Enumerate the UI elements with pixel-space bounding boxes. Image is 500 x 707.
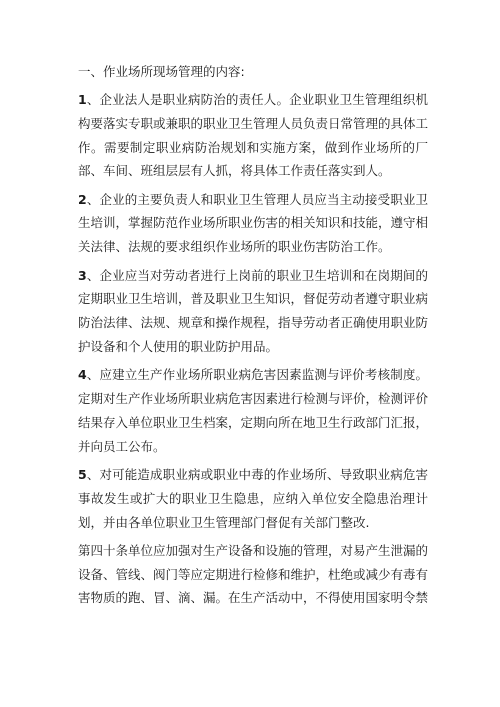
item-number: 2 (78, 191, 87, 207)
item-text: 、应建立生产作业场所职业病危害因素监测与评价考核制度。定期对生产作业场所职业病危害因素进行检测与评价，检测评价结果存入单位职业卫生档案，定期向所在地卫生行政部门汇报，并向员工公布。 (78, 367, 429, 454)
paragraph-item-5 (78, 463, 428, 534)
paragraph-closing: 第四十条单位应加强对生产设备和设施的管理，对易产生泄漏的设备、管线、阀门等应定期进行检修和维护，杜绝或减少有毒有害物质的跑、冒、滴、漏。在生产活动中，不得使用国家明令禁 (78, 542, 429, 606)
paragraph-item-3 (78, 264, 428, 359)
paragraph-item-1 (78, 88, 428, 183)
paragraph-item-2 (78, 188, 428, 259)
item-number: 3 (78, 267, 87, 283)
item-text: 、企业法人是职业病防治的责任人。企业职业卫生管理组织机构要落实专职或兼职的职业卫生管理人员负责日常管理的具体工作。需要制定职业病防治规划和实施方案，做到作业场所的厂部、车间、班组层层有人抓，将具体工作责任落实到人。 (78, 92, 429, 179)
item-number: 5 (78, 466, 87, 482)
item-text: 、对可能造成职业病或职业中毒的作业场所、导致职业病危害事故发生或扩大的职业卫生隐患，应纳入单位安全隐患治理计划，并由各单位职业卫生管理部门督促有关部门整改. (78, 466, 428, 530)
item-text: 、企业的主要负责人和职业卫生管理人员应当主动接受职业卫生培训，掌握防范作业场所职业伤害的相关知识和技能，遵守相关法律、法规的要求组织作业场所的职业伤害防治工作。 (78, 191, 429, 255)
item-text: 、企业应当对劳动者进行上岗前的职业卫生培训和在岗期间的定期职业卫生培训，普及职业卫生知识，督促劳动者遵守职业病防治法律、法规、规章和操作规程，指导劳动者正确使用职业防护设备和个人使用的职业防护用品。 (78, 267, 429, 354)
section-heading: 一、作业场所现场管理的内容: (78, 64, 245, 79)
document-page (78, 60, 428, 615)
item-number: 1 (78, 92, 87, 107)
item-number: 4 (78, 367, 87, 383)
paragraph-item-4 (78, 363, 428, 458)
